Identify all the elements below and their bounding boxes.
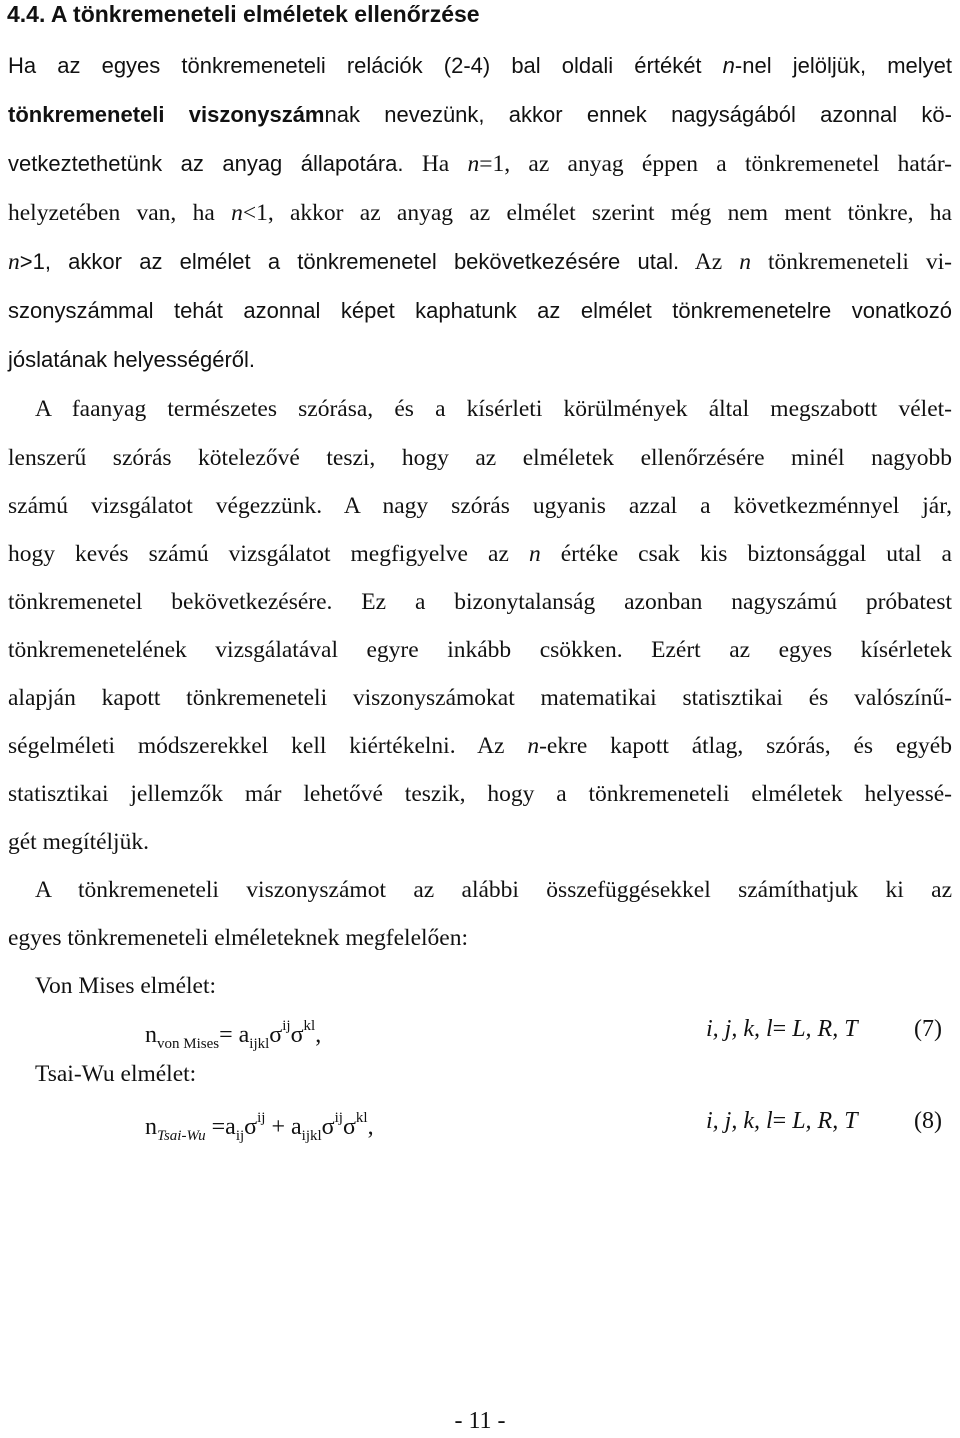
paragraph-1-line-1: Ha az egyes tönkremeneteli relációk (2-4) bal oldali értékét n-nel jelöljük, melyet <box>8 53 952 78</box>
paragraph-1-line-7: jóslatának helyességéről. <box>8 347 256 372</box>
paragraph-2-line-3: számú vizsgálatot végezzünk. A nagy szórás ugyanis azzal a következménnyel jár, <box>8 493 952 519</box>
paragraph-2-line-10: gét megítéljük. <box>8 829 149 855</box>
tsai-wu-label: Tsai-Wu elmélet: <box>35 1061 197 1087</box>
paragraph-3-line-2: egyes tönkremeneteli elméleteknek megfelelően: <box>8 925 469 951</box>
tsai-wu-index-range: i, j, k, l= L, R, T <box>706 1108 858 1134</box>
paragraph-2-line-1: A faanyag természetes szórása, és a kísérleti körülmények által megszabott vélet- <box>35 396 952 422</box>
von-mises-label: Von Mises elmélet: <box>35 973 217 999</box>
paragraph-2-line-9: statisztikai jellemzők már lehetővé teszik, hogy a tönkremeneteli elméletek helyessé- <box>8 781 952 807</box>
tsai-wu-formula: $n_{Tsai-Wu} =a_{ij}\sigma^{ij} + a_{ijkl}\sigma^{ij}\sigma^{kl}$, <box>145 1110 374 1144</box>
equation-number-7: (7) <box>914 1016 942 1042</box>
paragraph-2-line-8: ségelméleti módszerekkel kell kiértékelni. Az n-ekre kapott átlag, szórás, és egyéb <box>8 733 952 759</box>
paragraph-2-line-5: tönkremenetel bekövetkezésére. Ez a bizonytalanság azonban nagyszámú próbatest <box>8 589 952 615</box>
paragraph-1-line-4: helyzetében van, ha n<1, akkor az anyag az elmélet szerint még nem ment tönkre, ha <box>8 200 952 226</box>
von-mises-index-range: i, j, k, l= L, R, T <box>706 1016 858 1042</box>
equation-number-8: (8) <box>914 1108 942 1134</box>
paragraph-1-line-2: tönkremeneteli viszonyszámnak nevezünk, akkor ennek nagyságából azonnal kö- <box>8 102 952 127</box>
paragraph-2-line-4: hogy kevés számú vizsgálatot megfigyelve az n értéke csak kis biztonsággal utal a <box>8 541 952 567</box>
paragraph-2-line-7: alapján kapott tönkremeneteli viszonyszámokat matematikai statisztikai és valószínű- <box>8 685 952 711</box>
paragraph-3-line-1: A tönkremeneteli viszonyszámot az alábbi összefüggésekkel számíthatjuk ki az <box>35 877 952 903</box>
von-mises-formula: $n_{von Mises}= a_{ijkl}\sigma^{ij}\sigma^{kl}$, <box>145 1018 322 1052</box>
page-number: - 11 - <box>454 1408 506 1434</box>
bold-term: tönkremeneteli viszonyszám <box>8 102 325 127</box>
paragraph-1-line-6: szonyszámmal tehát azonnal képet kaphatunk az elmélet tönkremenetelre vonatkozó <box>8 298 952 323</box>
paragraph-1-line-5: n>1, akkor az elmélet a tönkremenetel bekövetkezésére utal. Az n tönkremeneteli vi- <box>8 249 952 275</box>
paragraph-1-line-3: vetkeztethetünk az anyag állapotára. Ha n=1, az anyag éppen a tönkremenetel határ- <box>8 151 952 177</box>
paragraph-2-line-2: lenszerű szórás kötelezővé teszi, hogy az elméletek ellenőrzésére minél nagyobb <box>8 445 952 471</box>
section-heading: 4.4. A tönkremeneteli elméletek ellenőrzése <box>7 1 480 27</box>
paragraph-2-line-6: tönkremenetelének vizsgálatával egyre inkább csökken. Ezért az egyes kísérletek <box>8 637 952 663</box>
